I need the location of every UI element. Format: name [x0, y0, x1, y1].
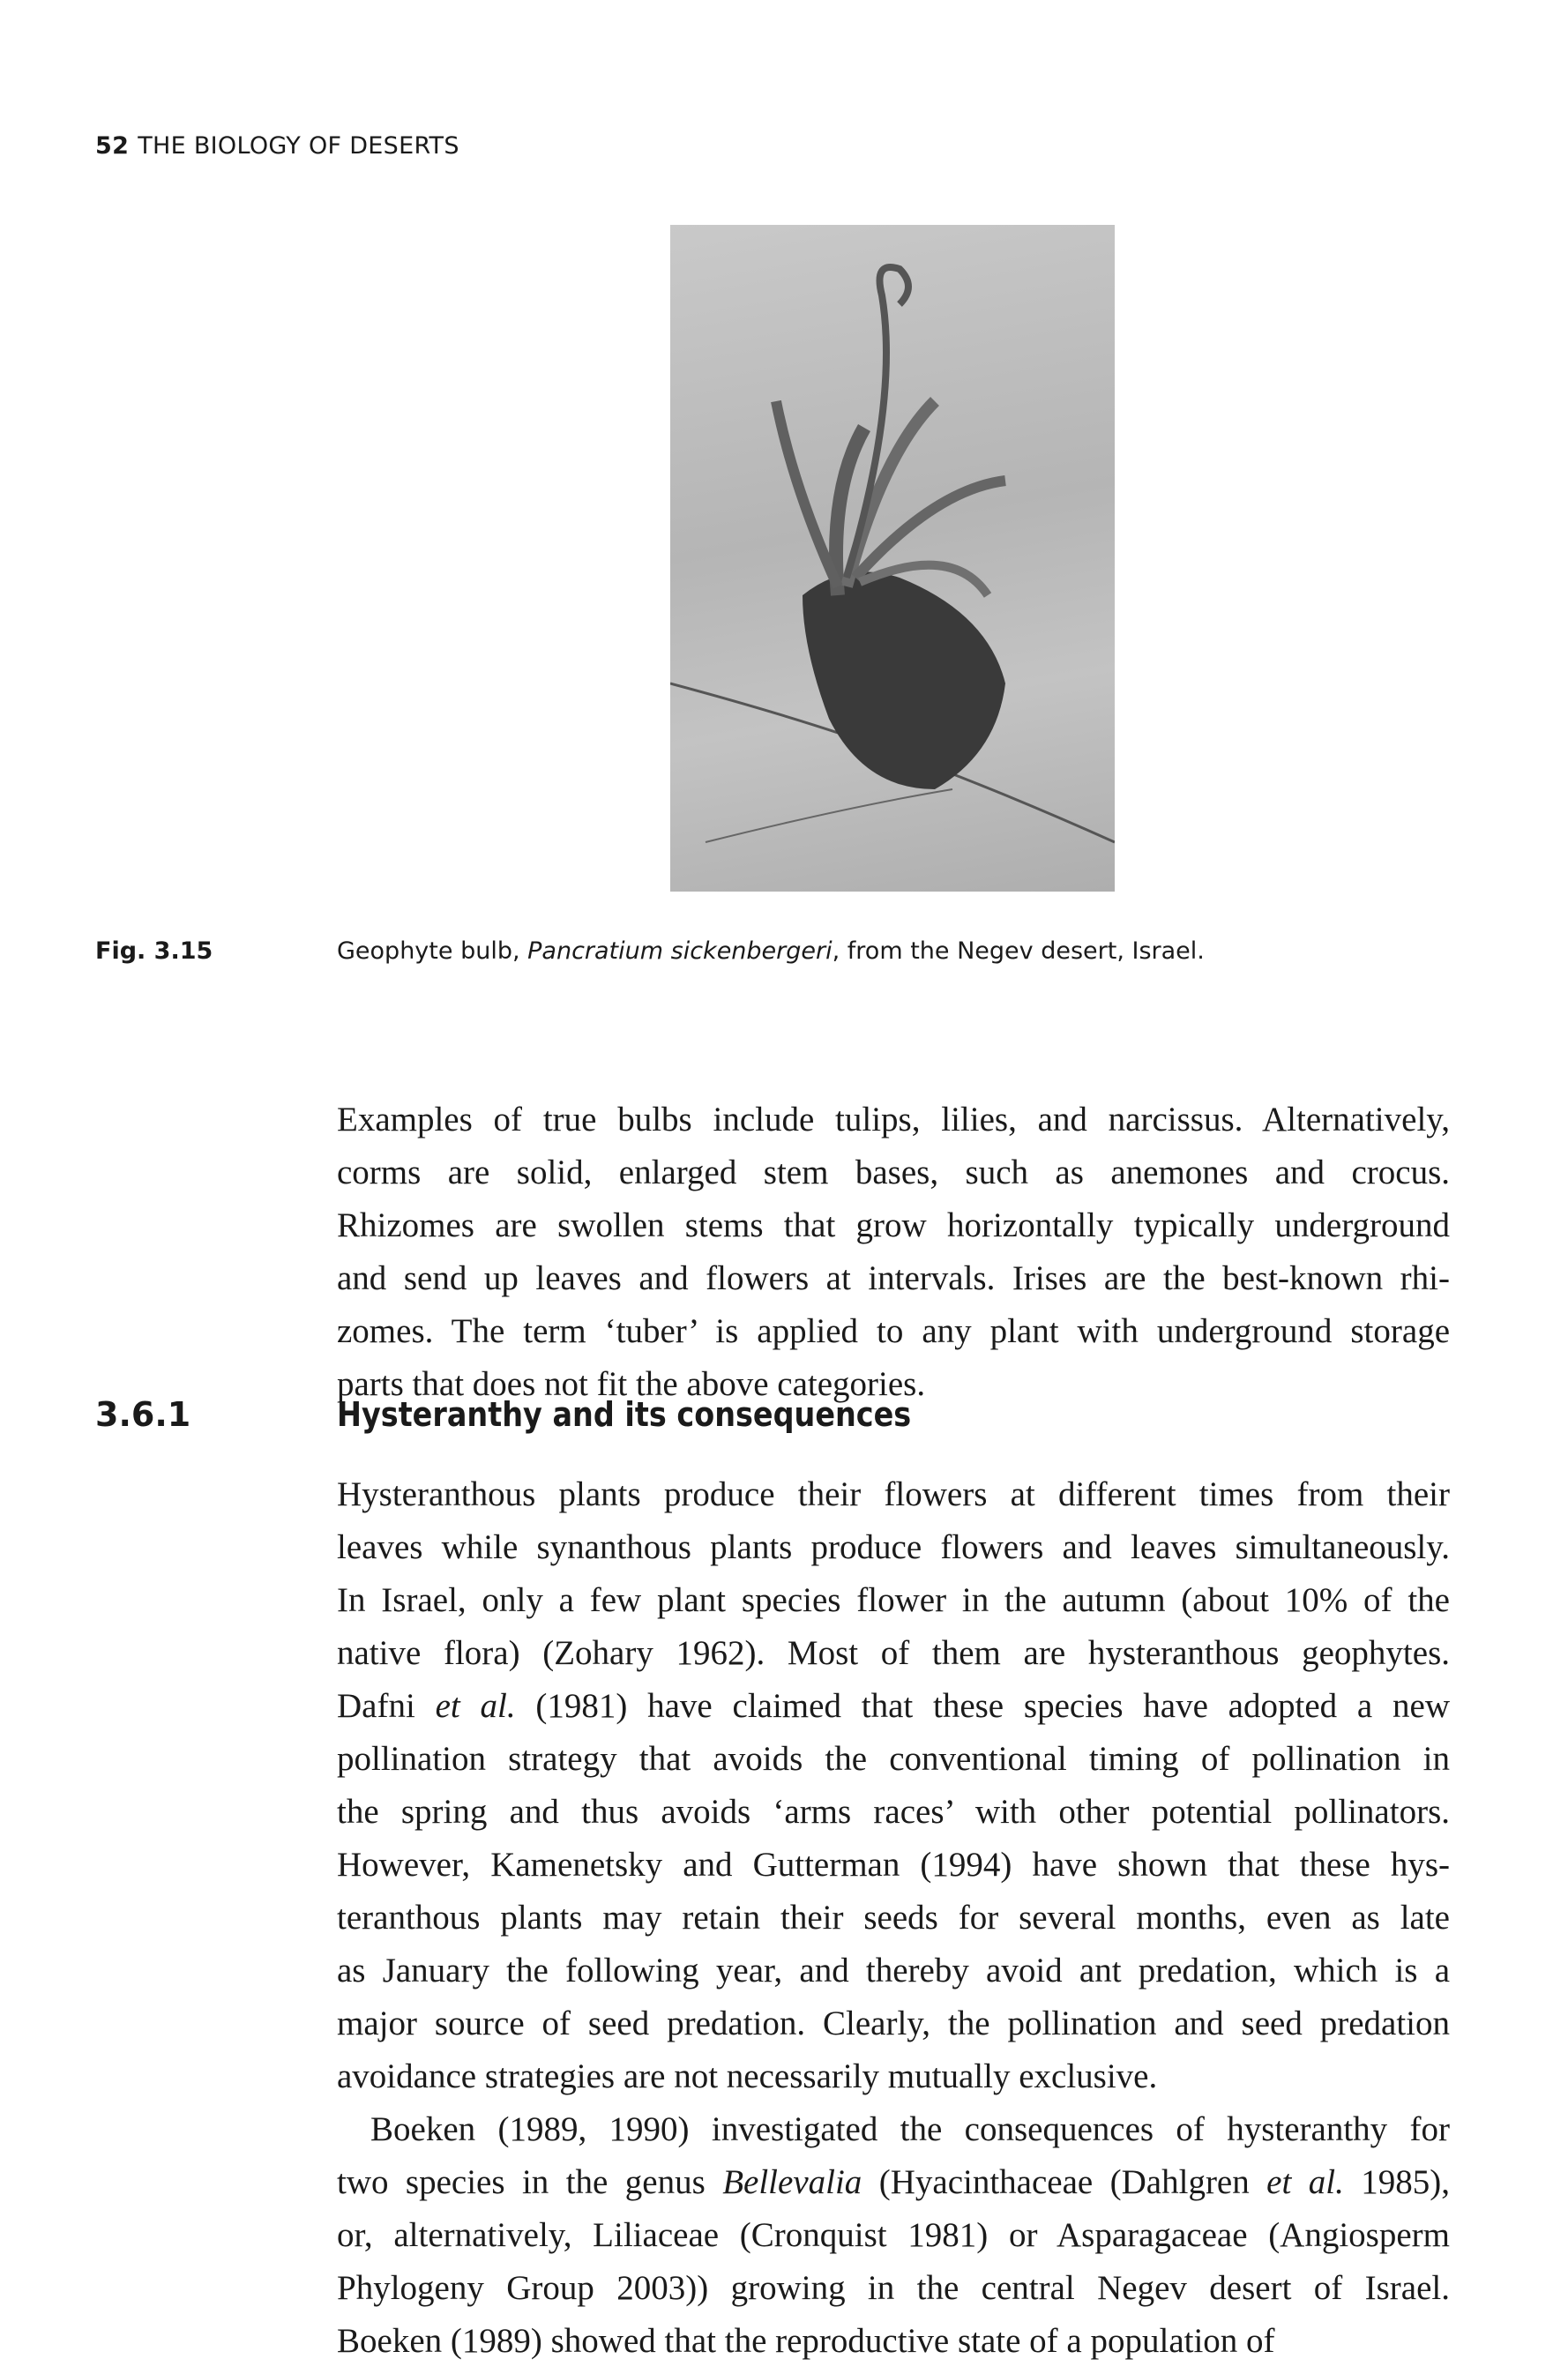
text-run: Boeken (1989, 1990) investigated the consequences of hysteranthy for — [370, 2110, 1450, 2148]
text-line — [337, 2209, 1450, 2262]
paragraph-hysteranthy — [337, 1468, 1450, 2103]
text-run: zomes. The term ‘tuber’ is applied to any plant with underground storage — [337, 1312, 1450, 1350]
text-run: as January the following year, and thereby avoid ant predation, which is a — [337, 1952, 1450, 1990]
text-run: Dafni — [337, 1687, 436, 1725]
text-run: teranthous plants may retain their seeds for several months, even as late — [337, 1899, 1450, 1937]
text-run: Rhizomes are swollen stems that grow horizontally typically underground — [337, 1206, 1450, 1244]
section-number: 3.6.1 — [95, 1395, 191, 1434]
page-number: 52 — [95, 132, 130, 160]
text-line — [337, 2050, 1450, 2103]
text-run: two species in the genus — [337, 2163, 723, 2201]
paragraph-boeken — [337, 2103, 1450, 2368]
text-run: Boeken (1989) showed that the reproductive state of a population of — [337, 2322, 1275, 2360]
text-run: Examples of true bulbs include tulips, lilies, and narcissus. Alternatively, — [337, 1101, 1450, 1138]
text-run: , from the Negev desert, Israel. — [832, 937, 1205, 965]
paragraph-bulbs — [337, 1094, 1450, 1411]
text-line — [337, 2156, 1450, 2209]
text-line — [337, 2262, 1450, 2315]
text-run: native flora) (Zohary 1962). Most of them are hysteranthous geophytes. — [337, 1634, 1450, 1672]
figure-caption — [337, 937, 1205, 965]
italic-text: Bellevalia — [722, 2163, 862, 2201]
text-run: major source of seed predation. Clearly, the pollination and seed predation — [337, 2004, 1450, 2042]
text-line — [337, 1839, 1450, 1892]
text-line — [337, 1305, 1450, 1358]
text-line — [337, 1468, 1450, 1521]
text-run: avoidance strategies are not necessarily mutually exclusive. — [337, 2057, 1158, 2095]
text-line — [337, 1945, 1450, 1997]
text-line — [337, 1094, 1450, 1146]
text-run: (Hyacinthaceae (Dahlgren — [862, 2163, 1267, 2201]
text-run: or, alternatively, Liliaceae (Cronquist 1981) or Asparagaceae (Angiosperm — [337, 2216, 1450, 2254]
running-head — [95, 132, 459, 160]
book-title: THE BIOLOGY OF DESERTS — [138, 132, 459, 160]
text-line — [337, 1199, 1450, 1252]
text-line — [337, 1574, 1450, 1627]
text-line — [337, 1146, 1450, 1199]
text-run: parts that does not fit the above categories. — [337, 1365, 926, 1403]
text-run: Geophyte bulb, — [337, 937, 528, 965]
text-line — [337, 1521, 1450, 1574]
text-run: corms are solid, enlarged stem bases, such as anemones and crocus. — [337, 1153, 1450, 1191]
text-line — [337, 2103, 1450, 2156]
italic-text: et al. — [435, 1687, 516, 1725]
text-run: In Israel, only a few plant species flower in the autumn (about 10% of the — [337, 1581, 1450, 1619]
text-run: However, Kamenetsky and Gutterman (1994) have shown that these hys- — [337, 1846, 1450, 1884]
text-line — [337, 1997, 1450, 2050]
text-run: the spring and thus avoids ‘arms races’ with other potential pollinators. — [337, 1793, 1450, 1831]
text-line — [337, 2315, 1450, 2368]
bulb-illustration — [670, 225, 1115, 892]
text-run: leaves while synanthous plants produce flowers and leaves simultaneously. — [337, 1528, 1450, 1566]
text-run: Phylogeny Group 2003)) growing in the central Negev desert of Israel. — [337, 2269, 1450, 2307]
italic-text: et al. — [1266, 2163, 1344, 2201]
text-line — [337, 1680, 1450, 1733]
text-line — [337, 1733, 1450, 1786]
text-run: (1981) have claimed that these species have adopted a new — [515, 1687, 1450, 1725]
text-run: and send up leaves and flowers at intervals. Irises are the best-known rhi- — [337, 1259, 1450, 1297]
text-line — [337, 1252, 1450, 1305]
figure-label: Fig. 3.15 — [95, 937, 213, 965]
text-run: Hysteranthous plants produce their flowers at different times from their — [337, 1475, 1450, 1513]
italic-text: Pancratium sickenbergeri — [527, 937, 833, 965]
text-run: pollination strategy that avoids the conventional timing of pollination in — [337, 1740, 1450, 1778]
text-line — [337, 1786, 1450, 1839]
text-line — [337, 1892, 1450, 1945]
text-line — [337, 1627, 1450, 1680]
section-title: Hysteranthy and its consequences — [337, 1395, 912, 1434]
text-run: 1985), — [1343, 2163, 1450, 2201]
figure-photo-geophyte-bulb — [670, 225, 1115, 892]
